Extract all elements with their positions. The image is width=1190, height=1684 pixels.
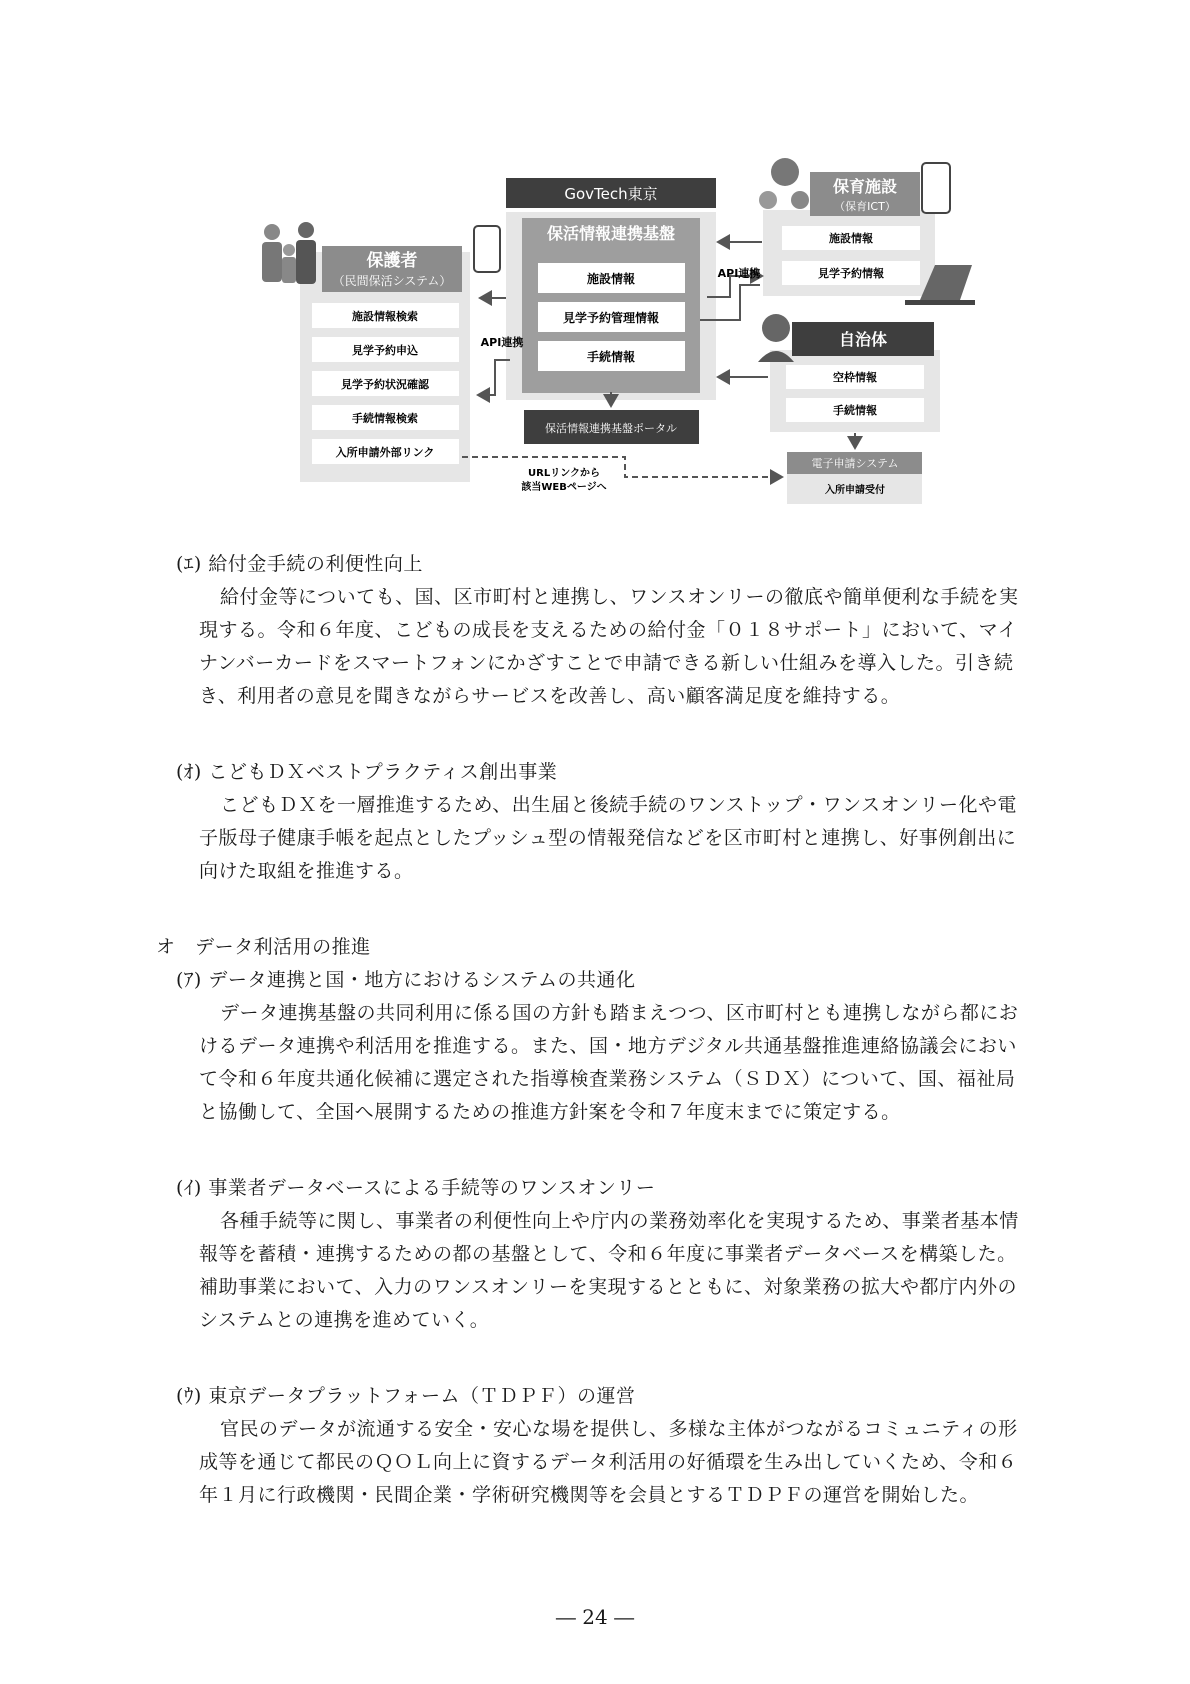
- paragraph-line: き、利用者の意見を聞きながらサービスを改善し、高い顧客満足度を維持する。: [199, 685, 901, 707]
- e-application-panel: [787, 452, 922, 504]
- smartphone-icon: [474, 226, 500, 272]
- nursery-item: 施設情報: [829, 232, 873, 245]
- section-heading: (ｱ) データ連携と国・地方におけるシステムの共通化: [176, 969, 636, 991]
- paragraph-line: けるデータ連携や利活用を推進する。また、国・地方デジタル共通基盤推進連絡協議会におい: [199, 1035, 1017, 1057]
- api-label-right: API連携: [717, 267, 761, 280]
- paragraph-line: 各種手続等に関し、事業者の利便性向上や庁内の業務効率化を実現するため、事業者基本情: [220, 1210, 1019, 1232]
- paragraph-line: 報等を蓄積・連携するための都の基盤として、令和６年度に事業者データベースを構築した。: [199, 1243, 1017, 1265]
- guardian-panel: [262, 222, 500, 482]
- url-link-label: URLリンクから: [528, 468, 600, 479]
- guardian-item: 施設情報検索: [352, 310, 418, 323]
- paragraph-line: 現する。令和６年度、こどもの成長を支えるための給付金「０１８サポート」において、マイ: [199, 619, 1018, 641]
- platform-item: 見学予約管理情報: [562, 311, 660, 325]
- url-link-label: 該当WEBページへ: [521, 482, 607, 493]
- guardian-item: 見学予約申込: [352, 344, 418, 357]
- nursery-subtitle: （保育ICT）: [834, 200, 896, 213]
- guardian-item: 入所申請外部リンク: [335, 446, 435, 459]
- paragraph-line: ナンバーカードをスマートフォンにかざすことで申請できる新しい仕組みを導入した。引き続: [199, 652, 1014, 674]
- e-application-item: 入所申請受付: [825, 485, 885, 496]
- municipality-item: 空枠情報: [833, 371, 877, 384]
- guardian-item: 見学予約状況確認: [341, 378, 429, 391]
- page-number: ― 24 ―: [555, 1605, 635, 1629]
- paragraph-line: 給付金等についても、国、区市町村と連携し、ワンスオンリーの徹底や簡単便利な手続を実: [220, 586, 1019, 608]
- guardian-subtitle: （民間保活システム）: [332, 274, 452, 288]
- municipality-title: 自治体: [838, 330, 888, 349]
- section-heading: (ｳ) 東京データプラットフォーム（ＴＤＰＦ）の運営: [176, 1385, 636, 1407]
- paragraph-line: 向けた取組を推進する。: [199, 860, 414, 882]
- platform-item: 手続情報: [586, 350, 636, 364]
- guardian-title: 保護者: [366, 251, 418, 271]
- family-icon: [262, 222, 316, 284]
- e-application-title: 電子申請システム: [811, 457, 899, 470]
- paragraph-line: て令和６年度共通化候補に選定された指導検査業務システム（ＳＤＸ）について、国、福祉局: [199, 1068, 1016, 1090]
- paragraph-line: 子版母子健康手帳を起点としたプッシュ型の情報発信などを区市町村と連携し、好事例創出に: [199, 827, 1017, 849]
- data-linkage-diagram: [0, 0, 1190, 520]
- nursery-people-icon: [759, 158, 809, 209]
- section-heading: (ｴ) 給付金手続の利便性向上: [176, 553, 423, 575]
- municipality-item: 手続情報: [833, 404, 877, 417]
- nursery-panel: [759, 158, 975, 305]
- section-heading: (ｵ) こどもＤＸベストプラクティス創出事業: [176, 761, 558, 783]
- guardian-items: [312, 303, 459, 464]
- platform-item: 施設情報: [586, 272, 636, 286]
- paragraph-line: 成等を通じて都民のＱＯＬ向上に資するデータ利活用の好循環を生み出していくため、令和６: [199, 1451, 1018, 1473]
- municipality-panel: [758, 314, 940, 432]
- main-heading: オ データ利活用の推進: [156, 936, 371, 958]
- paragraph-line: と協働して、全国へ展開するための推進方針案を令和７年度末までに策定する。: [199, 1101, 901, 1123]
- paragraph-line: こどもＤＸを一層推進するため、出生届と後続手続のワンストップ・ワンスオンリー化や電: [220, 794, 1018, 816]
- platform-title: 保活情報連携基盤: [546, 224, 676, 243]
- nursery-item: 見学予約情報: [818, 267, 884, 280]
- section-heading: (ｲ) 事業者データベースによる手続等のワンスオンリー: [176, 1177, 656, 1199]
- guardian-item: 手続情報検索: [352, 412, 418, 425]
- govtech-title: GovTech東京: [564, 185, 658, 203]
- paragraph-line: システムとの連携を進めていく。: [199, 1309, 490, 1331]
- paragraph-line: 補助事業において、入力のワンスオンリーを実現するとともに、対象業務の拡大や都庁内外の: [199, 1276, 1018, 1298]
- paragraph-line: 官民のデータが流通する安全・安心な場を提供し、多様な主体がつながるコミュニティの形: [220, 1418, 1018, 1440]
- portal-label: 保活情報連携基盤ポータル: [545, 422, 677, 435]
- nursery-title: 保育施設: [832, 177, 898, 196]
- paragraph-line: データ連携基盤の共同利用に係る国の方針も踏まえつつ、区市町村とも連携しながら都にお: [220, 1002, 1019, 1024]
- api-label-left: API連携: [480, 336, 524, 349]
- paragraph-line: 年１月に行政機関・民間企業・学術研究機関等を会員とするＴＤＰＦの運営を開始した。: [199, 1484, 980, 1506]
- smartphone-icon: [922, 163, 950, 213]
